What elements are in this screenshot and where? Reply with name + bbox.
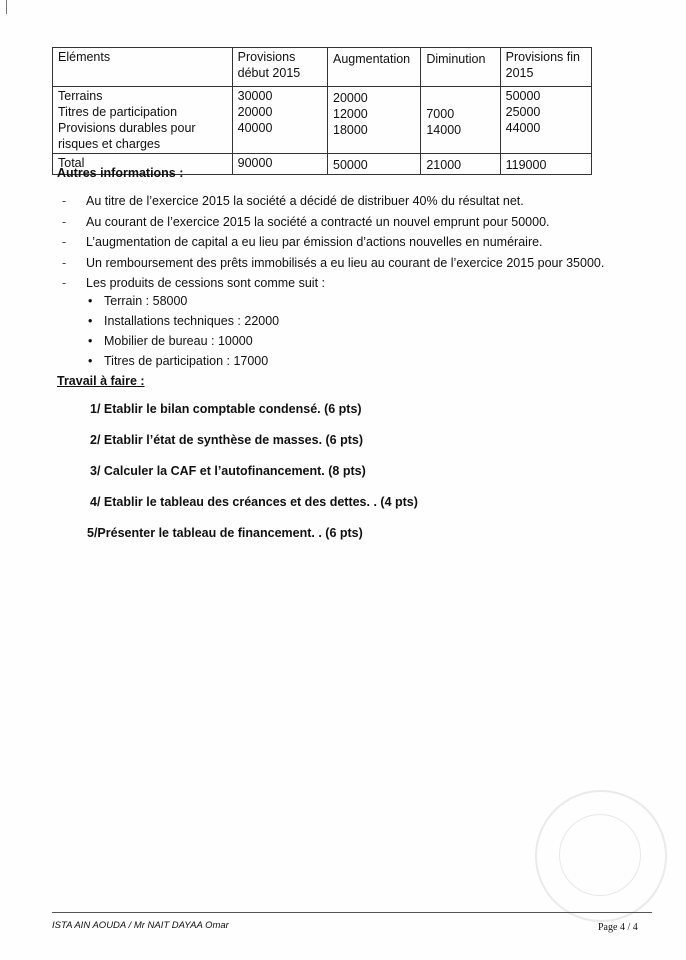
stamp-inner-ring	[559, 814, 641, 896]
footer-divider	[52, 912, 652, 913]
task-item: 1/ Etablir le bilan comptable condensé. (6 pts)	[90, 402, 362, 416]
list-item: - L’augmentation de capital a eu lieu par émission d’actions nouvelles en numéraire.	[62, 235, 604, 256]
list-item: - Au courant de l’exercice 2015 la société a contracté un nouvel emprunt pour 50000.	[62, 215, 604, 236]
cessions-list	[88, 294, 279, 374]
total-debut: 90000	[232, 154, 327, 175]
list-item: • Mobilier de bureau : 10000	[88, 334, 279, 354]
debut-values-cell: 30000 20000 40000	[232, 87, 327, 154]
table-row	[53, 87, 592, 154]
footer-author: ISTA AIN AOUDA / Mr NAIT DAYAA Omar	[52, 920, 229, 931]
table-header-row	[53, 48, 592, 87]
list-item: • Terrain : 58000	[88, 294, 279, 314]
page-number: Page 4 / 4	[598, 922, 638, 933]
list-item: • Installations techniques : 22000	[88, 314, 279, 334]
header-augmentation: Augmentation	[328, 48, 421, 87]
task-item: 3/ Calculer la CAF et l’autofinancement. (8 pts)	[90, 464, 366, 478]
augmentation-values-cell: 20000 12000 18000	[328, 87, 421, 154]
list-item: - Un remboursement des prêts immobilisés a eu lieu au courant de l’exercice 2015 pour 35000.	[62, 256, 604, 277]
task-item: 2/ Etablir l’état de synthèse de masses. (6 pts)	[90, 433, 364, 447]
scan-mark	[6, 0, 7, 14]
travail-a-faire-title: Travail à faire :	[57, 374, 145, 388]
list-item: - Au titre de l’exercice 2015 la société a décidé de distribuer 40% du résultat net.	[62, 194, 604, 215]
task-item: 4/ Etablir le tableau des créances et des dettes. . (4 pts)	[90, 495, 418, 509]
task-list	[87, 402, 418, 557]
total-augmentation: 50000	[328, 154, 421, 175]
fin-values-cell: 50000 25000 44000	[500, 87, 591, 154]
total-diminution: 21000	[421, 154, 500, 175]
total-fin: 119000	[500, 154, 591, 175]
header-elements: Eléments	[53, 48, 233, 87]
row-labels-cell: Terrains Titres de participation Provisions durables pour risques et charges	[53, 87, 233, 154]
header-diminution: Diminution	[421, 48, 500, 87]
autres-informations-title: Autres informations :	[57, 166, 184, 180]
list-item: - Les produits de cessions sont comme suit :	[62, 276, 604, 297]
list-item: • Titres de participation : 17000	[88, 354, 279, 374]
provisions-table	[52, 47, 592, 175]
diminution-values-cell: 7000 14000	[421, 87, 500, 154]
header-provisions-fin: Provisions fin 2015	[500, 48, 591, 87]
task-item: 5/Présenter le tableau de financement. . (6 pts)	[87, 526, 363, 540]
autres-informations-list	[62, 194, 604, 297]
official-stamp	[535, 790, 667, 922]
header-provisions-debut: Provisions début 2015	[232, 48, 327, 87]
total-label: Total	[53, 154, 233, 175]
